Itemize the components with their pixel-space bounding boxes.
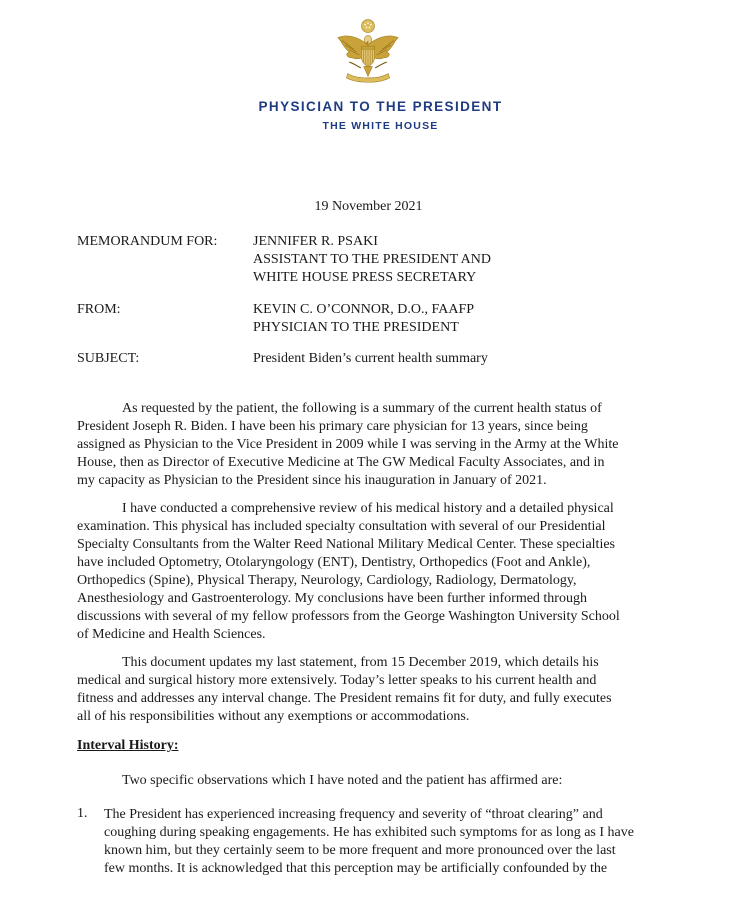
paragraph-line: House, then as Director of Executive Medicine at The GW Medical Faculty Associates, and in — [77, 455, 605, 470]
list-item-number: 1. — [77, 806, 88, 821]
paragraph-line: medical and surgical history more extensively. Today’s letter speaks to his current health and — [77, 673, 597, 688]
paragraph-line: As requested by the patient, the following is a summary of the current health status of — [122, 401, 602, 416]
paragraph-line: Specialty Consultants from the Walter Reed National Military Medical Center. These specialties — [77, 537, 615, 552]
memo-from-label: FROM: — [77, 302, 121, 317]
paragraph-line: Orthopedics (Spine), Physical Therapy, Neurology, Cardiology, Radiology, Dermatology, — [77, 573, 577, 588]
paragraph-line: examination. This physical has included specialty consultation with several of our Presidential — [77, 519, 606, 534]
interval-history-intro: Two specific observations which I have noted and the patient has affirmed are: — [122, 773, 563, 788]
paragraph-line: my capacity as Physician to the President since his inauguration in January of 2021. — [77, 473, 547, 488]
presidential-eagle-seal-icon — [332, 16, 404, 88]
list-item-line: The President has experienced increasing frequency and severity of “throat clearing” and — [104, 807, 603, 822]
paragraph-line: President Joseph R. Biden. I have been his primary care physician for 13 years, since being — [77, 419, 588, 434]
letterhead-title: PHYSICIAN TO THE PRESIDENT — [258, 99, 503, 114]
memo-date: 19 November 2021 — [314, 199, 423, 214]
list-item-line: few months. It is acknowledged that this perception may be artificially confounded by the — [104, 861, 608, 876]
paragraph-line: assigned as Physician to the Vice President in 2009 while I was serving in the Army at the White — [77, 437, 619, 452]
memo-subject-text: President Biden’s current health summary — [253, 351, 488, 366]
memo-for-line: ASSISTANT TO THE PRESIDENT AND — [253, 252, 491, 267]
list-item-line: known him, but they certainly seem to be more frequent and more pronounced over the last — [104, 843, 616, 858]
list-item-line: coughing during speaking engagements. He has exhibited such symptoms for as long as I have — [104, 825, 634, 840]
paragraph-line: of Medicine and Health Sciences. — [77, 627, 266, 642]
memo-for-line: JENNIFER R. PSAKI — [253, 234, 378, 249]
paragraph-line: Anesthesiology and Gastroenterology. My conclusions have been further informed through — [77, 591, 587, 606]
body-paragraph — [77, 400, 659, 490]
memo-for-value — [253, 233, 491, 287]
memo-from-value — [253, 301, 474, 337]
memo-from-line: KEVIN C. O’CONNOR, D.O., FAAFP — [253, 302, 475, 317]
paragraph-line: discussions with several of my fellow professors from the George Washington University School — [77, 609, 620, 624]
paragraph-line: all of his responsibilities without any exemptions or accommodations. — [77, 709, 470, 724]
memo-for-line: WHITE HOUSE PRESS SECRETARY — [253, 270, 477, 285]
paragraph-line: fitness and addresses any interval change. The President remains fit for duty, and fully executes — [77, 691, 612, 706]
memo-subject-value — [253, 350, 488, 368]
letterhead-subtitle: THE WHITE HOUSE — [322, 120, 439, 132]
paragraph-line: have included Optometry, Otolaryngology (ENT), Dentistry, Orthopedics (Foot and Ankle), — [77, 555, 591, 570]
paragraph-line: I have conducted a comprehensive review of his medical history and a detailed physical — [122, 501, 614, 516]
memo-for-label: MEMORANDUM FOR: — [77, 234, 218, 249]
memo-from-line: PHYSICIAN TO THE PRESIDENT — [253, 320, 459, 335]
paragraph-line: This document updates my last statement, from 15 December 2019, which details his — [122, 655, 599, 670]
list-item — [104, 806, 634, 878]
body-paragraph — [77, 500, 659, 644]
body-paragraph — [77, 654, 659, 726]
interval-history-heading: Interval History: — [77, 738, 179, 753]
memo-subject-label: SUBJECT: — [77, 351, 140, 366]
